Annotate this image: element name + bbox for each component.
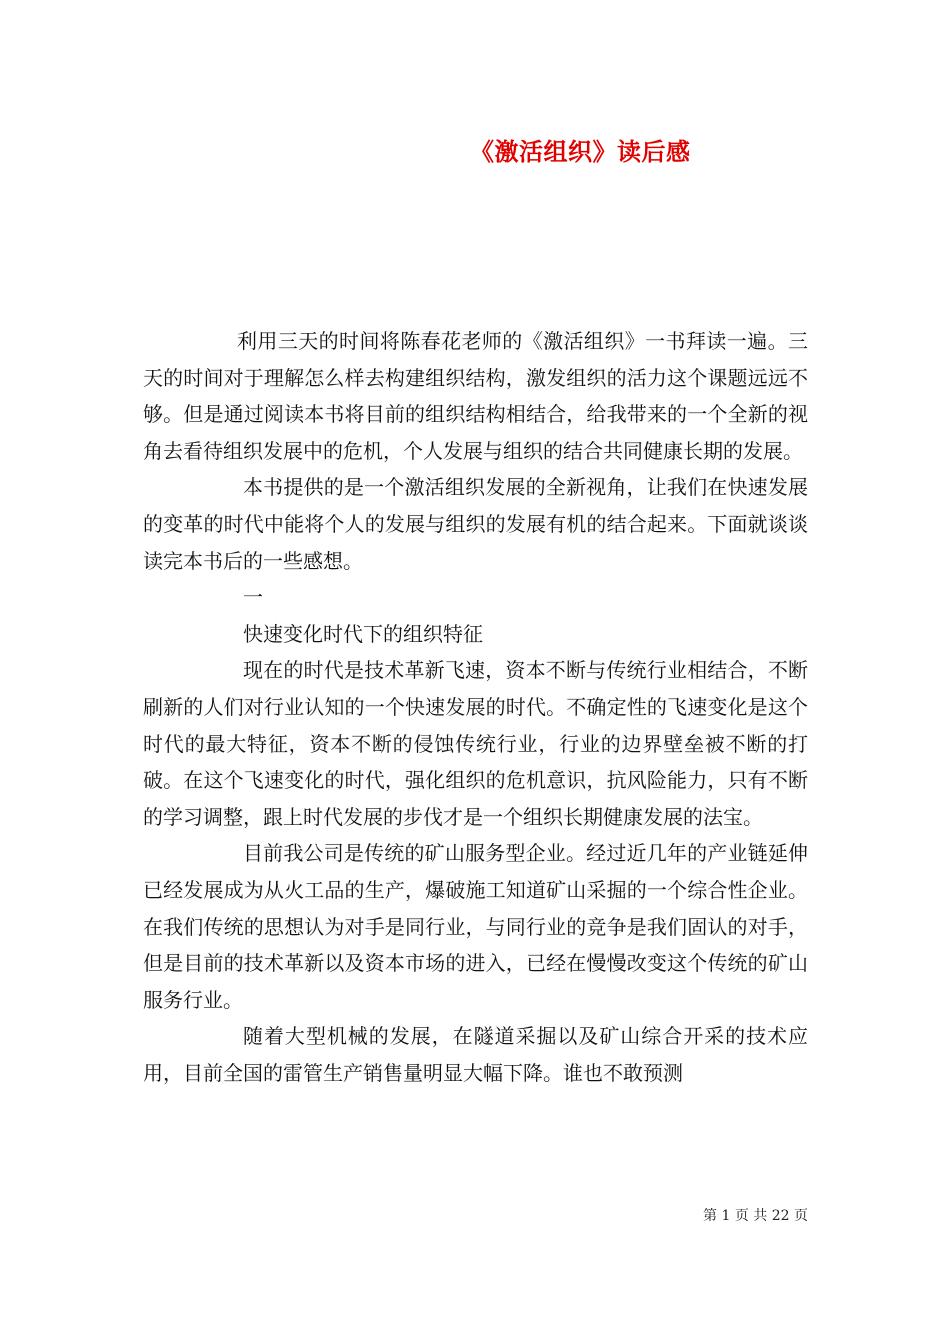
- paragraph: 本书提供的是一个激活组织发展的全新视角，让我们在快速发展的变革的时代中能将个人的发展与组织的发展有机的结合起来。下面就谈谈读完本书后的一些感想。: [143, 475, 808, 573]
- paragraph: 现在的时代是技术革新飞速，资本不断与传统行业相结合，不断刷新的人们对行业认知的一个快速发展的时代。不确定性的飞速变化是这个时代的最大特征，资本不断的侵蚀传统行业，行业的边界壁垒被不断的打破。在这个飞速变化的时代，强化组织的危机意识，抗风险能力，只有不断的学习调整，跟上时代发展的步伐才是一个组织长期健康发展的法宝。: [143, 658, 808, 829]
- page-number-footer: 第 1 页 共 22 页: [703, 1208, 808, 1224]
- section-heading: 快速变化时代下的组织特征: [243, 621, 483, 646]
- paragraph: 利用三天的时间将陈春花老师的《激活组织》一书拜读一遍。三天的时间对于理解怎么样去构建组织结构，激发组织的活力这个课题远远不够。但是通过阅读本书将目前的组织结构相结合，给我带来的一个全新的视角去看待组织发展中的危机，个人发展与组织的结合共同健康长期的发展。: [143, 329, 808, 463]
- section-number: 一: [243, 585, 263, 610]
- document-body: [143, 323, 808, 1091]
- document-title: 《激活组织》读后感: [470, 137, 691, 166]
- paragraph: 目前我公司是传统的矿山服务型企业。经过近几年的产业链延伸已经发展成为从火工品的生产，爆破施工知道矿山采掘的一个综合性企业。在我们传统的思想认为对手是同行业，与同行业的竞争是我们固认的对手，但是目前的技术革新以及资本市场的进入，已经在慢慢改变这个传统的矿山服务行业。: [143, 841, 808, 1012]
- paragraph: 随着大型机械的发展，在隧道采掘以及矿山综合开采的技术应用，目前全国的雷管生产销售量明显大幅下降。谁也不敢预测: [143, 1024, 808, 1085]
